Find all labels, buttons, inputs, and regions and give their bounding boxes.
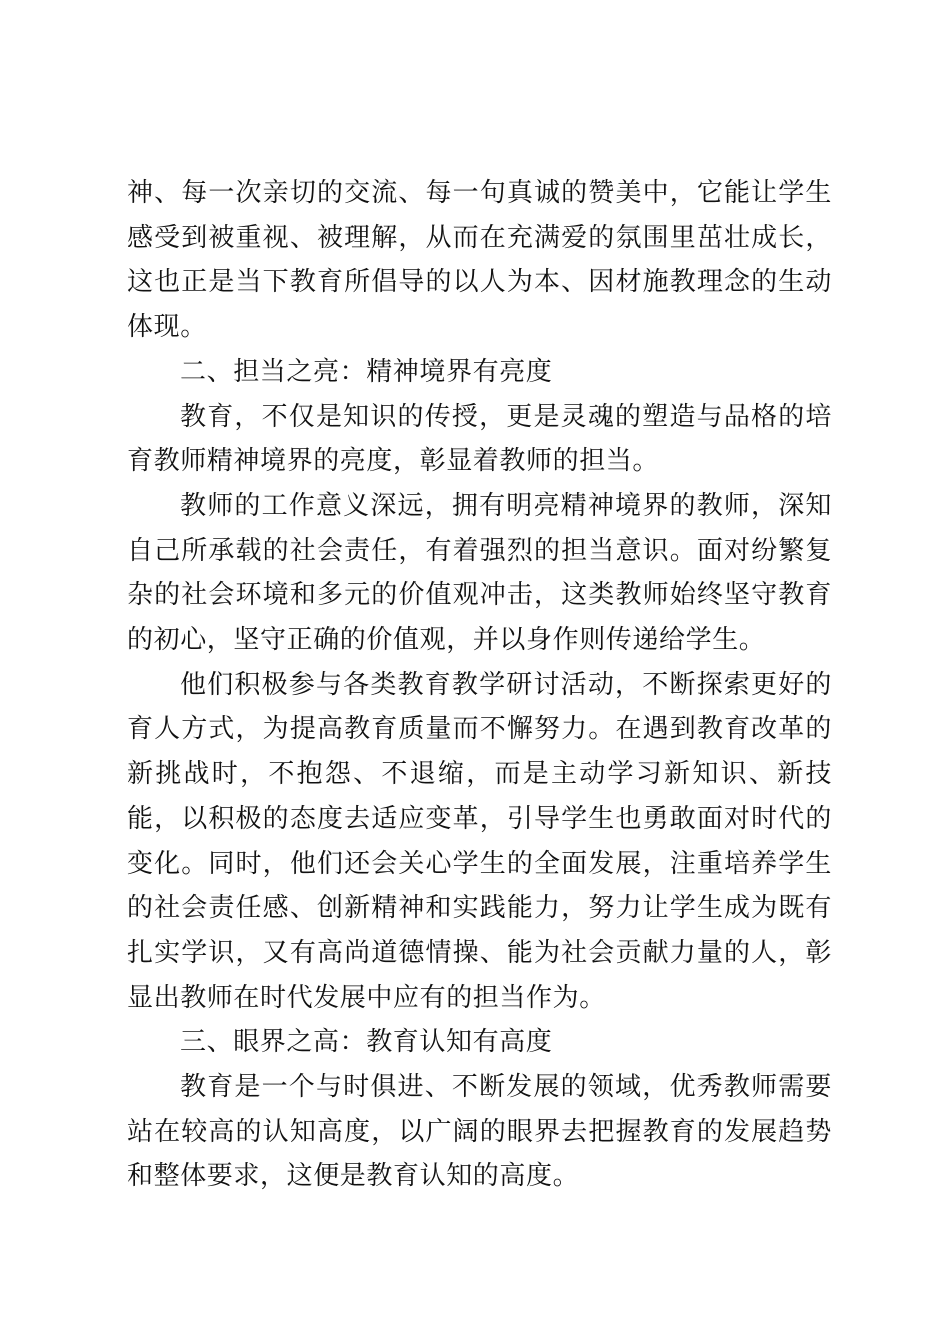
paragraph: 教育是一个与时俱进、不断发展的领域，优秀教师需要站在较高的认知高度，以广阔的眼界去把握教育的发展趋势和整体要求，这便是教育认知的高度。	[127, 1072, 832, 1192]
paragraph: 教育，不仅是知识的传授，更是灵魂的塑造与品格的培育教师精神境界的亮度，彰显着教师的担当。	[127, 401, 832, 477]
paragraph: 他们积极参与各类教育教学研讨活动，不断探索更好的育人方式，为提高教育质量而不懈努力。在遇到教育改革的新挑战时，不抱怨、不退缩，而是主动学习新知识、新技能，以积极的态度去适应变革，引导学生也勇敢面对时代的变化。同时，他们还会关心学生的全面发展，注重培养学生的社会责任感、创新精神和实践能力，努力让学生成为既有扎实学识，又有高尚道德情操、能为社会贡献力量的人，彰显出教师在时代发展中应有的担当作为。	[127, 669, 832, 1013]
section-heading-3: 三、眼界之高：教育认知有高度	[180, 1027, 553, 1058]
paragraph-continuation: 神、每一次亲切的交流、每一句真诚的赞美中，它能让学生感受到被重视、被理解，从而在充满爱的氛围里茁壮成长，这也正是当下教育所倡导的以人为本、因材施教理念的生动体现。	[127, 178, 832, 343]
section-heading-2: 二、担当之亮：精神境界有亮度	[180, 356, 553, 387]
document-body	[127, 171, 832, 1199]
paragraph: 教师的工作意义深远，拥有明亮精神境界的教师，深知自己所承载的社会责任，有着强烈的担当意识。面对纷繁复杂的社会环境和多元的价值观冲击，这类教师始终坚守教育的初心，坚守正确的价值观，并以身作则传递给学生。	[127, 490, 832, 656]
